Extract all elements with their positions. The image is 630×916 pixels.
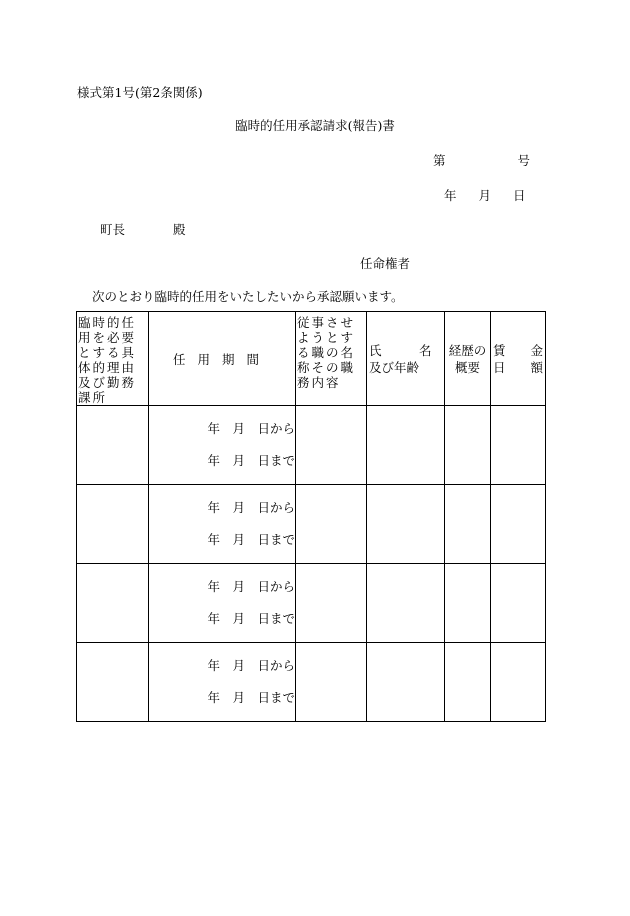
period-to: 年 月 日まで <box>207 453 295 468</box>
period-from: 年 月 日から <box>207 658 295 673</box>
cell-duties[interactable] <box>296 485 367 564</box>
header-reason: 臨時的任用を必要とする具体的理由及び勤務課所 <box>77 312 149 406</box>
table-row <box>77 485 546 564</box>
cell-name-age[interactable] <box>367 406 445 485</box>
date-year: 年 <box>444 188 457 203</box>
date-month: 月 <box>478 188 492 203</box>
cell-wage[interactable] <box>491 485 546 564</box>
cell-reason[interactable] <box>77 485 149 564</box>
period-from: 年 月 日から <box>207 500 295 515</box>
cell-reason[interactable] <box>77 406 149 485</box>
cell-history[interactable] <box>445 485 491 564</box>
cell-name-age[interactable] <box>367 485 445 564</box>
document-number-field <box>433 155 530 168</box>
cell-name-age[interactable] <box>367 564 445 643</box>
cell-period[interactable] <box>149 564 296 643</box>
cell-duties[interactable] <box>296 564 367 643</box>
cell-period[interactable] <box>149 406 296 485</box>
header-history <box>445 312 491 406</box>
addressee-honorific: 殿 <box>173 222 186 237</box>
cell-name-age[interactable] <box>367 643 445 722</box>
header-wage-line1: 賃 金 <box>492 342 543 358</box>
period-from: 年 月 日から <box>207 421 295 436</box>
header-history-line1: 経歴の <box>448 342 487 358</box>
cell-history[interactable] <box>445 643 491 722</box>
header-period: 任用期間 <box>149 312 296 406</box>
addressee-name: 町長 <box>100 222 126 237</box>
cell-period[interactable] <box>149 485 296 564</box>
cell-duties[interactable] <box>296 406 367 485</box>
period-to: 年 月 日まで <box>207 532 295 547</box>
cell-period[interactable] <box>149 643 296 722</box>
period-to: 年 月 日まで <box>207 690 295 705</box>
cell-duties[interactable] <box>296 643 367 722</box>
header-history-line2: 概要 <box>454 359 480 375</box>
date-field <box>444 190 526 203</box>
header-wage <box>491 312 546 406</box>
header-wage-line2: 日 額 <box>492 359 543 375</box>
cell-wage[interactable] <box>491 643 546 722</box>
header-name-age <box>367 312 445 406</box>
table-row <box>77 643 546 722</box>
header-name: 氏 名 <box>369 342 432 358</box>
cell-history[interactable] <box>445 564 491 643</box>
form-number-label: 様式第1号(第2条関係) <box>77 85 203 100</box>
date-day: 日 <box>513 188 526 203</box>
cell-reason[interactable] <box>77 564 149 643</box>
cell-history[interactable] <box>445 406 491 485</box>
table-row <box>77 564 546 643</box>
header-duties: 従事させようとする職の名称その職務内容 <box>296 312 367 406</box>
cell-wage[interactable] <box>491 406 546 485</box>
number-prefix: 第 <box>433 153 446 168</box>
period-from: 年 月 日から <box>207 579 295 594</box>
cell-wage[interactable] <box>491 564 546 643</box>
addressee <box>100 224 186 237</box>
document-title: 臨時的任用承認請求(報告)書 <box>235 118 395 133</box>
application-table <box>76 311 546 722</box>
table-row <box>77 406 546 485</box>
period-to: 年 月 日まで <box>207 611 295 626</box>
table-header-row <box>77 312 546 406</box>
intro-text: 次のとおり臨時的任用をいたしたいから承認願います。 <box>92 289 404 304</box>
appointer-label: 任命権者 <box>360 256 411 271</box>
number-suffix: 号 <box>517 153 531 168</box>
cell-reason[interactable] <box>77 643 149 722</box>
header-age: 及び年齢 <box>369 359 420 375</box>
